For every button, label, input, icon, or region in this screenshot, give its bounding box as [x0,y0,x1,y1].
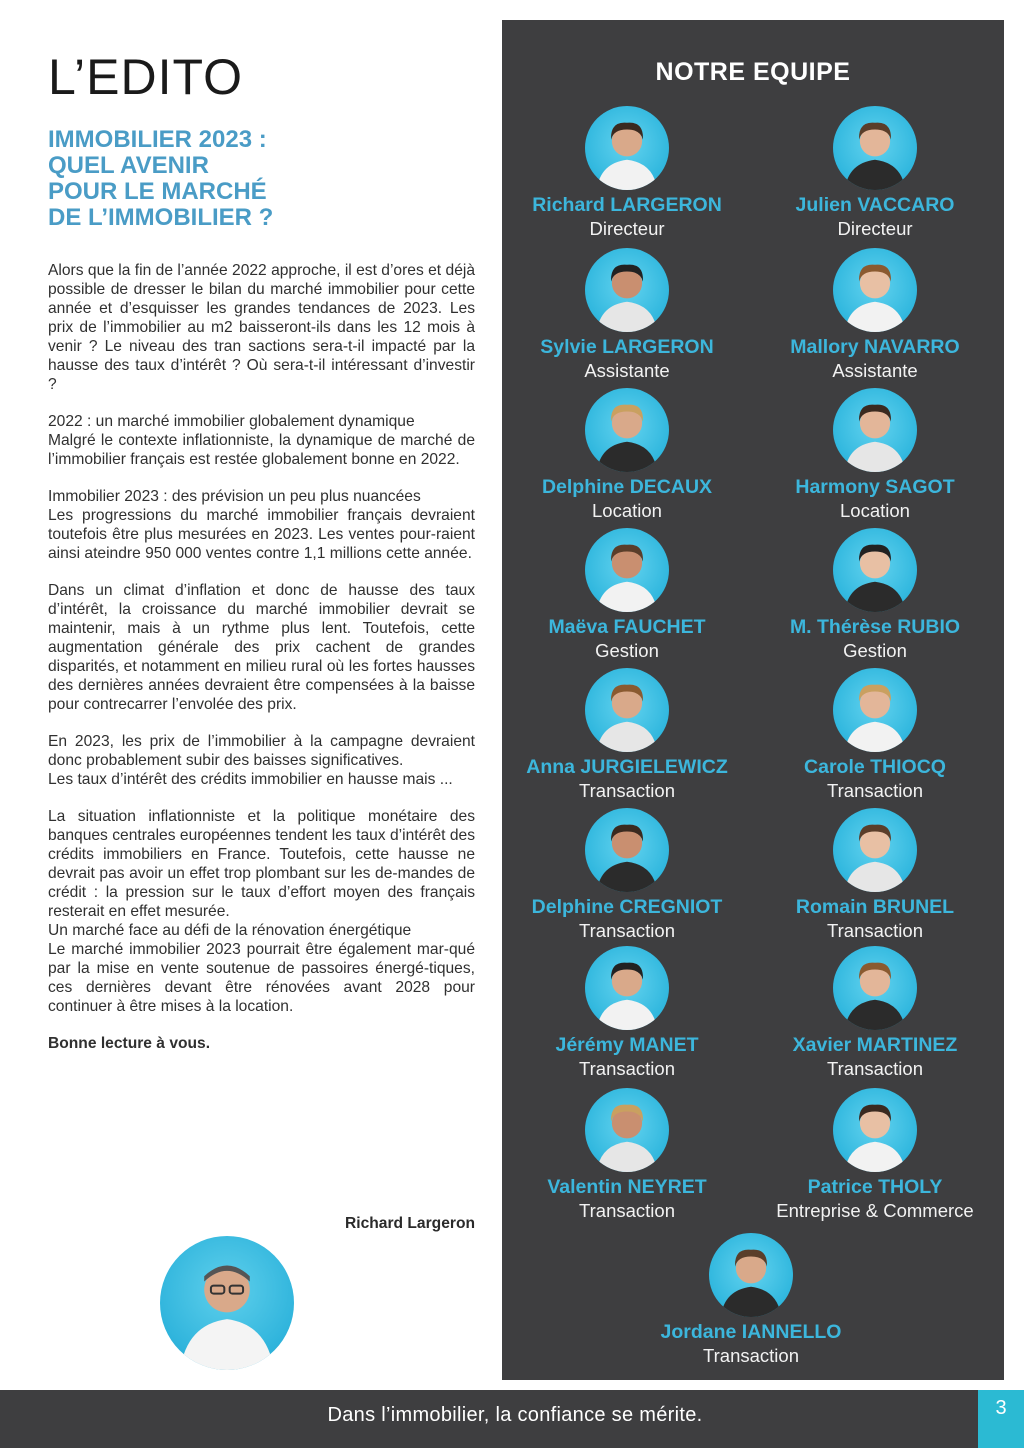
member-name: Harmony SAGOT [795,476,955,498]
member-photo [585,946,669,1030]
article-paragraph: Alors que la fin de l’année 2022 approche, il est d’ores et déjà possible de dresser le bilan du marché immobilier pour cette année et d’esquisser les grandes tendances de 2023. Les prix de l’immobilier au m2 baisseront-ils dans les 12 mois à venir ? Le niveau des tran sactions sera-t-il impacté par la hausse des taux d’intérêt ? Où sera-t-il intéressant d’investir ? [48,261,475,393]
member-role: Assistante [584,360,670,381]
member-role: Assistante [832,360,918,381]
team-member [502,388,752,522]
team-member [750,388,1000,522]
edito-title: L’EDITO [48,49,244,105]
member-photo [833,808,917,892]
member-role: Transaction [579,780,675,801]
portrait-icon [833,946,917,1030]
member-role: Transaction [579,1200,675,1221]
article-paragraph: 2022 : un marché immobilier globalement dynamique Malgré le contexte inflationniste, la dynamique de marché de l’immobilier français est restée globalement bonne en 2022. [48,412,475,468]
team-member [750,1088,1000,1222]
team-title: NOTRE EQUIPE [655,58,851,86]
portrait-icon [833,248,917,332]
team-member [750,946,1000,1080]
portrait-icon [585,668,669,752]
member-photo [585,248,669,332]
portrait-icon [833,668,917,752]
team-member [502,946,752,1080]
closing-line: Bonne lecture à vous. [48,1034,211,1052]
member-photo [833,388,917,472]
team-member [502,668,752,802]
edito-subtitle: IMMOBILIER 2023 : QUEL AVENIR POUR LE MARCHÉ DE L’IMMOBILIER ? [48,126,274,231]
team-panel [502,20,1004,1380]
member-name: M. Thérèse RUBIO [789,616,961,638]
portrait-icon [833,388,917,472]
member-name: Sylvie LARGERON [540,336,714,358]
portrait-icon [585,1088,669,1172]
member-role: Gestion [595,640,659,661]
member-photo [709,1233,793,1317]
portrait-icon [833,106,917,190]
portrait-icon [160,1236,294,1370]
member-photo [585,1088,669,1172]
portrait-icon [585,388,669,472]
member-photo [585,668,669,752]
portrait-icon [709,1233,793,1317]
member-role: Gestion [843,640,907,661]
member-name: Xavier MARTINEZ [792,1034,958,1056]
signature: Richard Largeron [345,1215,475,1232]
member-role: Transaction [703,1345,799,1366]
portrait-icon [833,528,917,612]
member-role: Directeur [837,218,913,239]
portrait-icon [833,808,917,892]
team-member [750,808,1000,942]
member-photo [833,528,917,612]
member-name: Jérémy MANET [555,1034,699,1056]
member-role: Transaction [827,920,923,941]
portrait-icon [585,946,669,1030]
member-role: Location [840,500,910,521]
portrait-icon [585,248,669,332]
member-role: Transaction [579,1058,675,1079]
member-name: Valentin NEYRET [547,1176,707,1198]
article-paragraph: Dans un climat d’inflation et donc de hausse des taux d’intérêt, la croissance du marché immobilier devrait se maintenir, mais à un rythme plus lent. Toutefois, cette augmentation générale des prix cachent de grandes disparités, et notamment en milieu rural où les fortes hausses des dernières années devraient être compensées à la baisse pour contrecarrer l’envolée des prix. [48,581,475,713]
member-photo [833,668,917,752]
member-name: Maëva FAUCHET [548,616,706,638]
footer-slogan: Dans l’immobilier, la confiance se mérite. [327,1404,703,1426]
member-name: Jordane IANNELLO [660,1321,842,1343]
team-member [750,668,1000,802]
article-paragraph: En 2023, les prix de l’immobilier à la campagne devraient donc probablement subir des baisses significatives. Les taux d’intérêt des crédits immobilier en hausse mais ... [48,732,475,788]
member-name: Romain BRUNEL [795,896,955,918]
team-member [626,1233,876,1367]
member-photo [833,946,917,1030]
page-number: 3 [978,1390,1024,1448]
member-name: Julien VACCARO [795,194,955,216]
team-member [502,528,752,662]
edito-article [48,261,475,1053]
portrait-icon [833,1088,917,1172]
author-photo [160,1236,294,1370]
portrait-icon [585,528,669,612]
footer-bar [0,1390,1024,1448]
portrait-icon [585,106,669,190]
team-member [502,248,752,382]
team-member [502,1088,752,1222]
member-photo [833,1088,917,1172]
member-photo [833,248,917,332]
member-photo [585,528,669,612]
team-member [502,808,752,942]
team-member [750,248,1000,382]
member-photo [833,106,917,190]
member-photo [585,808,669,892]
member-name: Delphine CREGNIOT [531,896,723,918]
team-member [750,528,1000,662]
article-paragraph: La situation inflationniste et la politique monétaire des banques centrales européennes tendent les taux d’intérêt des crédits immobiliers en France. Toutefois, cette hausse ne devrait pas avoir un effet trop plombant sur les de-mandes de crédit : la pression sur le taux d’effort moyen des français resterait en effet mesurée. Un marché face au défi de la rénovation énergétique Le marché immobilier 2023 pourrait être également mar-qué par la mise en vente soutenue de passoires énergé-tiques, ces dernières devant être rénovées avant 2028 pour continuer à être mises à la location. [48,807,475,1015]
member-name: Patrice THOLY [807,1176,943,1198]
article-paragraph: Immobilier 2023 : des prévision un peu plus nuancées Les progressions du marché immobilier français devraient toutefois être plus mesurées en 2023. Les ventes pour-raient ainsi ateindre 950 000 ventes contre 1,1 millions cette année. [48,487,475,562]
member-name: Anna JURGIELEWICZ [526,756,728,778]
member-role: Location [592,500,662,521]
member-name: Delphine DECAUX [541,476,713,498]
member-role: Transaction [827,1058,923,1079]
member-name: Carole THIOCQ [804,756,946,778]
member-role: Transaction [579,920,675,941]
member-role: Directeur [589,218,665,239]
member-name: Richard LARGERON [532,194,722,216]
edito-section [48,50,475,1053]
member-role: Entreprise & Commerce [776,1200,974,1221]
member-photo [585,106,669,190]
member-photo [585,388,669,472]
member-name: Mallory NAVARRO [790,336,960,358]
member-role: Transaction [827,780,923,801]
portrait-icon [585,808,669,892]
team-member [750,106,1000,240]
team-member [502,106,752,240]
